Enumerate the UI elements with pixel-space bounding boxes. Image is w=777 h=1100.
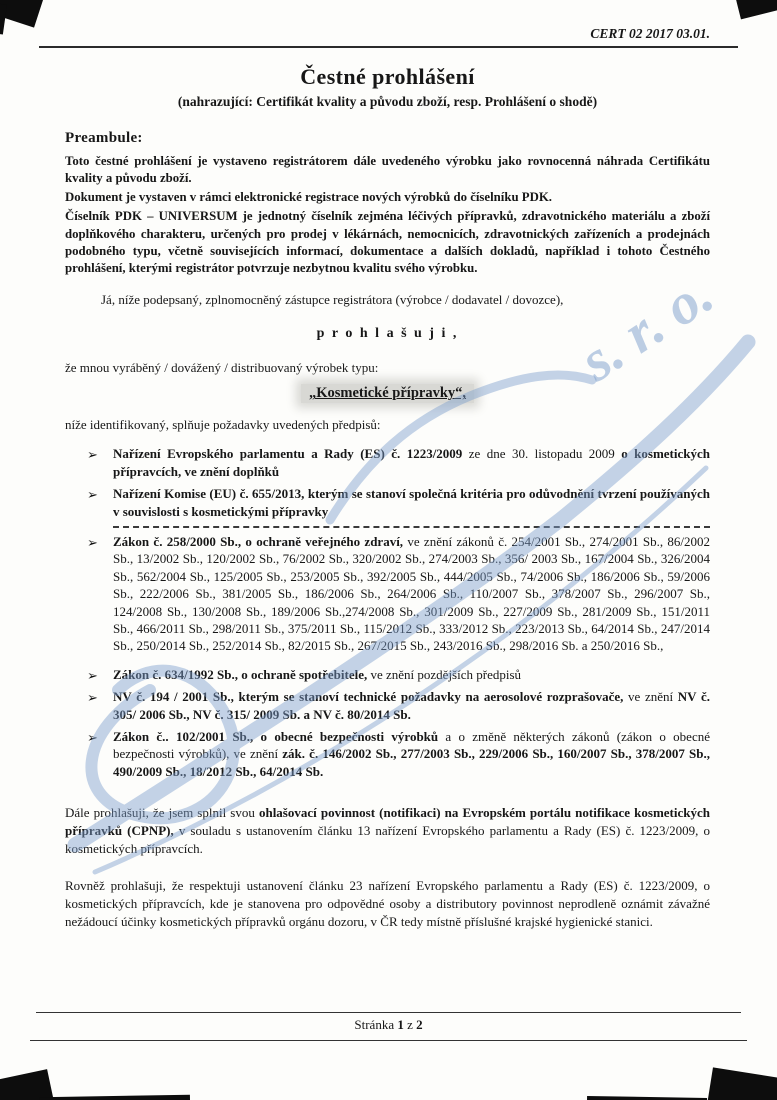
footer-rule-bottom [30,1040,747,1041]
preamble-heading: Preambule: [65,130,143,146]
product-name: „Kosmetické přípravky“, [301,384,474,403]
regulation-text: Nařízení Evropského parlamentu a Rady (ES) č. 1223/2009 ze dne 30. listopadu 2009 o kosmetických přípravcích, ve znění doplňků [113,446,710,479]
dashed-divider [113,526,710,528]
regulation-text: Nařízení Komise (EU) č. 655/2013, kterým se stanoví společná kritéria pro odůvodnění tvrzení používaných v souvislosti s kosmetickými přípravky [113,486,710,519]
page-subtitle: (nahrazující: Certifikát kvality a původu zboží, resp. Prohlášení o shodě) [177,94,598,109]
regulation-text: Zákon č. 258/2000 Sb., o ochraně veřejného zdraví, ve znění zákonů č. 254/2001 Sb., 274/2001 Sb., 86/2002 Sb., 13/2002 Sb., 120/2002 Sb., 76/2002 Sb., 320/2002 Sb., 274/2003 Sb., 356/ 2003 Sb., 167/2004 Sb., 326/2004 Sb., 562/2004 Sb., 125/2005 Sb., 253/2005 Sb., 392/2005 Sb., 444/2005 Sb., 74/2006 Sb., 186/2006 Sb., 59/2006 Sb., 222/2006 Sb., 381/2005 Sb., 186/2006 Sb., 264/2006 Sb., 110/2007 Sb., 378/2007 Sb., 296/2007 Sb., 124/2008 Sb., 130/2008 Sb., 189/2006 Sb.,274/2008 Sb., 301/2009 Sb., 227/2009 Sb., 281/2009 Sb., 151/2011 Sb., 466/2011 Sb., 298/2011 Sb., 375/2011 Sb., 115/2012 Sb., 333/2012 Sb., 223/2013 Sb., 64/2014 Sb., 247/2014 Sb., 250/2014 Sb., 252/2014 Sb., 82/2015 Sb., 267/2015 Sb., 243/2016 Sb., 298/2016 Sb. a 250/2016 Sb., [113,534,710,654]
bullet-arrow-icon: ➢ [87,447,98,463]
doc-code: CERT 02 2017 03.01. [590,26,710,41]
bullet-arrow-icon: ➢ [87,535,98,551]
page-number: Stránka 1 z 2 [354,1017,423,1032]
declaration-verb: p r o h l a š u j i , [316,326,459,342]
declaration-intro: Já, níže podepsaný, zplnomocněný zástupce registrátora (výrobce / dodavatel / dovozce), [101,291,564,307]
regulation-item-1 [87,445,710,480]
scan-artifact-bottom-left [0,1069,55,1100]
regulation-item-6 [87,728,710,780]
bullet-arrow-icon: ➢ [87,667,98,683]
preamble-paragraph-2: Dokument je vystaven v rámci elektronické registrace nových výrobků do číselníku PDK. [65,190,552,205]
scan-artifact-bottom-edge-right [587,1096,707,1100]
regulation-text: Zákon č. 634/1992 Sb., o ochraně spotřebitele, ve znění pozdějších předpisů [113,666,522,682]
regulation-text: Zákon č.. 102/2001 Sb., o obecné bezpečnosti výrobků a o změně některých zákonů (zákon o obecné bezpečnosti výrobků), ve znění zák. č. 146/2002 Sb., 277/2003 Sb., 229/2006 Sb., 160/2007 Sb., 378/2007 Sb., 490/2009 Sb., 18/2012 Sb., 64/2014 Sb. [113,729,710,779]
regulation-item-4 [87,666,710,683]
regulation-item-3 [87,533,710,655]
regulation-list [87,445,710,780]
footer-rule-top [36,1012,741,1013]
scan-artifact-bottom-right [706,1067,777,1100]
closing-paragraph-adverse-effects: Rovněž prohlašuji, že respektuji ustanovení článku 23 nařízení Evropského parlamentu a Rady (ES) č. 1223/2009, o kosmetických přípravcích, kde je stanovena pro odpovědné osoby a distributory povinnost neprodleně oznámit závažné nežádoucí účinky kosmetických přípravků orgánu dozoru, v ČR tedy místně příslušné krajské hygienické stanici. [65,878,710,929]
bullet-arrow-icon: ➢ [87,730,98,746]
header-rule [39,46,738,48]
watermark-text: s. r. o. [568,260,725,394]
preamble-paragraph-3: Číselník PDK – UNIVERSUM je jednotný číselník zejména léčivých přípravků, zdravotnického materiálu a zboží doplňkového charakteru, určených pro prodej v lékárnách, nemocnicích, zdravotnických zařízeních a prodejnách podobného typu, včetně souvisejících informací, dokumentace a dalších dokladů, například i tohoto Čestného prohlášení, kterými registrátor potvrzuje nezbytnou kvalitu svého výrobku. [65,209,710,275]
scan-artifact-bottom-edge-left [40,1095,190,1100]
closing-paragraph-notification: Dále prohlašuji, že jsem splnil svou ohlašovací povinnost (notifikaci) na Evropském portálu notifikace kosmetických přípravků (CPNP), v souladu s ustanovením článku 13 nařízení Evropského parlamentu a Rady (ES) č. 1223/2009, o kosmetických přípravcích. [65,805,710,856]
bullet-arrow-icon: ➢ [87,690,98,706]
preamble-paragraph-1: Toto čestné prohlášení je vystaveno registrátorem dále uvedeného výrobku jako rovnocenná náhrada Certifikátu kvality a původu zboží. [65,154,710,186]
requirements-intro: níže identifikovaný, splňuje požadavky uvedených předpisů: [65,417,381,433]
product-name-line [65,384,710,403]
regulation-item-2 [87,485,710,520]
page-title: Čestné prohlášení [300,64,475,89]
bullet-arrow-icon: ➢ [87,487,98,503]
product-type-intro: že mnou vyráběný / dovážený / distribuovaný výrobek typu: [65,360,379,376]
regulation-item-5 [87,688,710,723]
regulation-text: NV č. 194 / 2001 Sb., kterým se stanoví technické požadavky na aerosolové rozprašovače, ve znění NV č. 305/ 2006 Sb., NV č. 315/ 2009 Sb. a NV č. 80/2014 Sb. [113,689,711,722]
